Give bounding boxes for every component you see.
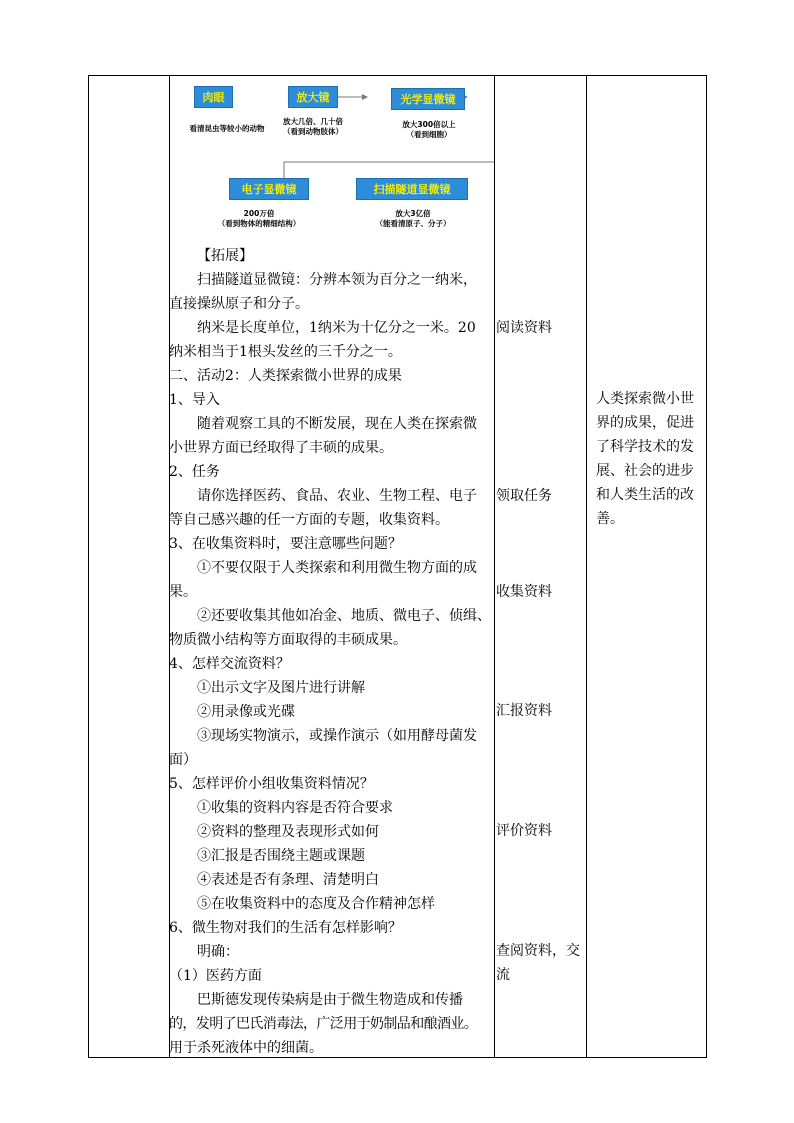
list-item: ①收集的资料内容是否符合要求 xyxy=(197,800,393,816)
list-item: ②用录像或光碟 xyxy=(197,704,295,720)
teaching-content-cell xyxy=(169,76,494,1057)
flow-box-naked-eye: 肉眼 xyxy=(194,86,233,108)
paragraph-line: 直接操纵原子和分子。 xyxy=(169,296,309,312)
paragraph-line: 纳米是长度单位，1纳米为十亿分之一米。20 xyxy=(197,320,476,336)
flow-box-optical-microscope: 光学显微镜 xyxy=(391,88,465,110)
step-heading: 1、导入 xyxy=(169,392,220,408)
flow-box-stm: 扫描隧道显微镜 xyxy=(356,178,468,200)
paragraph-line: 用于杀死液体中的细菌。 xyxy=(169,1040,323,1056)
expand-heading: 【拓展】 xyxy=(197,248,253,264)
lesson-table xyxy=(88,75,707,1058)
paragraph-line: 果。 xyxy=(169,584,197,600)
goal-line: 和人类生活的改 xyxy=(596,487,694,503)
design-intent-cell xyxy=(586,76,708,1057)
step-heading: 6、微生物对我们的生活有怎样影响？ xyxy=(169,920,402,936)
list-item: ①出示文字及图片进行讲解 xyxy=(197,680,365,696)
observation-tools-diagram xyxy=(169,76,494,241)
paragraph-line: 随着观察工具的不断发展，现在人类在探索微 xyxy=(197,416,477,432)
list-item: ⑤在收集资料中的态度及合作精神怎样 xyxy=(197,896,435,912)
goal-line: 人类探索微小世 xyxy=(596,391,694,407)
flow-caption: 放大3亿倍 （能看清原子、分子） xyxy=(375,209,451,228)
flow-box-electron-microscope: 电子显微镜 xyxy=(229,178,309,200)
flow-caption: 200万倍 （看到物体的精细结构） xyxy=(217,209,301,228)
step-heading: 5、怎样评价小组收集资料情况？ xyxy=(169,776,374,792)
paragraph-line: 巴斯德发现传染病是由于微生物造成和传播 xyxy=(197,992,463,1008)
goal-line: 善。 xyxy=(596,511,624,527)
flow-caption: 放大300倍以上 （看到细胞） xyxy=(402,120,456,139)
paragraph-line: 请你选择医药、食品、农业、生物工程、电子 xyxy=(197,488,477,504)
paragraph-line: 的，发明了巴氏消毒法，广泛用于奶制品和酿酒业。 xyxy=(169,1016,478,1032)
list-item: ③现场实物演示，或操作演示（如用酵母菌发 xyxy=(197,728,477,744)
activity-label: 汇报资料 xyxy=(496,703,552,719)
paragraph-line: 扫描隧道显微镜：分辨本领为百分之一纳米， xyxy=(197,272,477,288)
step-heading: 2、任务 xyxy=(169,464,220,480)
flow-caption: 放大几倍、几十倍 （看到动物肢体） xyxy=(283,117,343,136)
activity-label: 流 xyxy=(496,967,510,983)
paragraph-line: 面） xyxy=(169,752,197,768)
list-item: ②资料的整理及表现形式如何 xyxy=(197,824,379,840)
activity-label: 查阅资料，交 xyxy=(496,943,580,959)
arrow xyxy=(284,97,494,186)
paragraph-line: 纳米相当于1根头发丝的三千分之一。 xyxy=(169,344,402,360)
activity-label: 评价资料 xyxy=(496,823,552,839)
activity-label: 收集资料 xyxy=(496,584,552,600)
goal-line: 展、社会的进步 xyxy=(596,463,694,479)
flow-box-magnifier: 放大镜 xyxy=(288,86,338,108)
step-heading: 4、怎样交流资料？ xyxy=(169,656,290,672)
paragraph-line: 明确： xyxy=(197,944,239,960)
student-activity-cell xyxy=(494,76,586,1057)
list-item: ④表述是否有条理、清楚明白 xyxy=(197,872,379,888)
goal-line: 界的成果，促进 xyxy=(596,415,694,431)
activity-label: 阅读资料 xyxy=(496,320,552,336)
lesson-body-text xyxy=(169,244,494,1060)
activity-label: 领取任务 xyxy=(496,488,552,504)
paragraph-line: ①不要仅限于人类探索和利用微生物方面的成 xyxy=(197,560,477,576)
paragraph-line: 等自己感兴趣的任一方面的专题，收集资料。 xyxy=(169,512,449,528)
paragraph-line: 小世界方面已经取得了丰硕的成果。 xyxy=(169,440,393,456)
step-heading: 3、在收集资料时，要注意哪些问题？ xyxy=(169,536,402,552)
goal-line: 了科学技术的发 xyxy=(596,439,694,455)
paragraph-line: 物质微小结构等方面取得的丰硕成果。 xyxy=(169,632,407,648)
paragraph-line: ②还要收集其他如冶金、地质、微电子、侦缉、 xyxy=(197,608,491,624)
sub-heading: （1）医药方面 xyxy=(169,968,262,984)
section-heading: 二、活动2：人类探索微小世界的成果 xyxy=(169,368,402,384)
flow-caption: 看清昆虫等较小的动物 xyxy=(189,124,265,133)
list-item: ③汇报是否围绕主题或课题 xyxy=(197,848,365,864)
